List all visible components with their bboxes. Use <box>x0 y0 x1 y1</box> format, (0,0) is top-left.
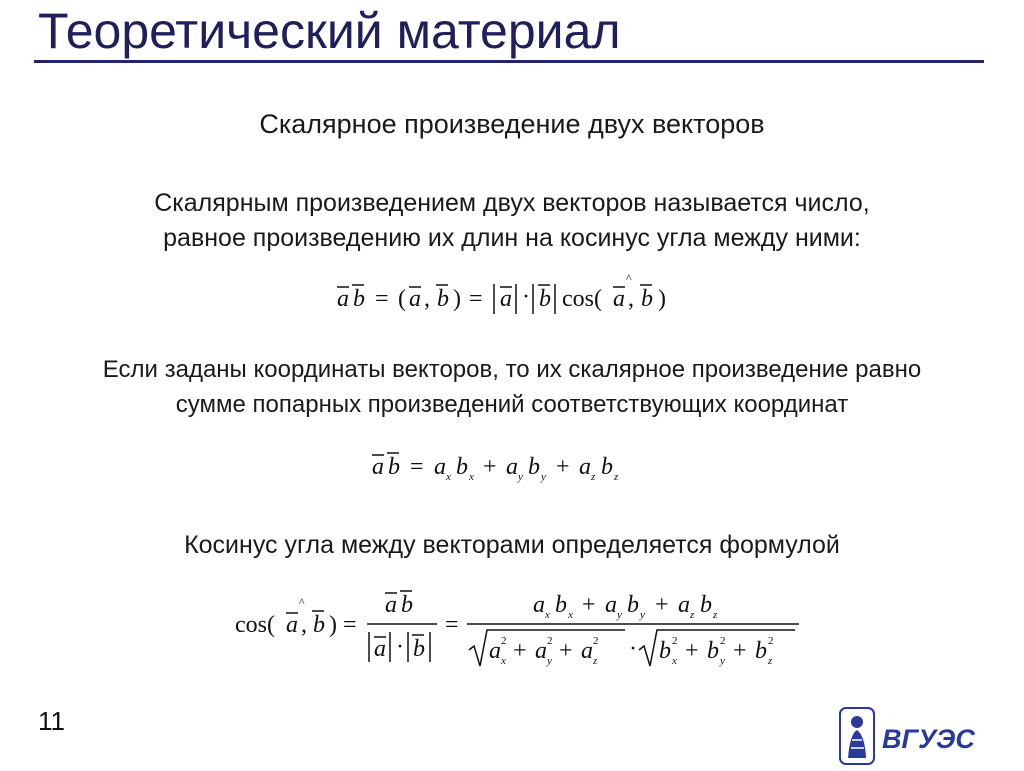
svg-text:x: x <box>469 471 474 483</box>
svg-text:b: b <box>313 612 325 638</box>
svg-text:(: ( <box>398 286 406 312</box>
svg-text:z: z <box>614 471 619 483</box>
svg-text:a: a <box>337 286 349 312</box>
svg-text:a: a <box>434 454 446 480</box>
svg-text:z: z <box>593 655 598 667</box>
svg-text:a: a <box>500 286 512 312</box>
svg-text:=: = <box>445 612 459 638</box>
svg-text:+: + <box>513 638 527 664</box>
svg-text:z: z <box>768 655 773 667</box>
svg-text:2: 2 <box>593 635 599 647</box>
svg-text:a: a <box>372 454 384 480</box>
svg-text:a: a <box>374 636 386 662</box>
svg-text:x: x <box>672 655 677 667</box>
slide-title: Теоретический материал <box>38 3 621 59</box>
svg-text:b: b <box>456 454 468 480</box>
svg-text:+: + <box>556 454 570 480</box>
svg-text:^: ^ <box>626 272 632 285</box>
svg-text:b: b <box>707 638 719 664</box>
svg-text:b: b <box>700 592 712 618</box>
svg-text:+: + <box>559 638 573 664</box>
svg-text:2: 2 <box>672 635 678 647</box>
section-subtitle: Скалярное произведение двух векторов <box>259 109 765 139</box>
svg-text:y: y <box>617 609 622 621</box>
svg-text:=: = <box>410 454 424 480</box>
coordinates-line-1: Если заданы координаты векторов, то их скалярное произведение равно <box>102 356 922 383</box>
svg-text:2: 2 <box>720 635 726 647</box>
svg-text:y: y <box>541 471 546 483</box>
svg-text:+: + <box>582 592 596 618</box>
svg-text:,: , <box>628 286 634 312</box>
svg-text:a: a <box>579 454 591 480</box>
svg-text:b: b <box>528 454 540 480</box>
coordinates-line-2: сумме попарных произведений соответствующих координат <box>175 391 849 418</box>
svg-text:b: b <box>659 638 671 664</box>
svg-text:·: · <box>522 284 530 310</box>
svg-text:^: ^ <box>299 595 305 609</box>
svg-text:a: a <box>385 592 397 618</box>
svg-text:b: b <box>755 638 767 664</box>
formula-dot-product-coordinates <box>370 440 640 490</box>
svg-text:,: , <box>424 286 430 312</box>
formula-cosine-angle <box>233 580 803 675</box>
definition-line-2: равное произведению их длин на косинус угла между ними: <box>163 224 861 252</box>
svg-text:b: b <box>353 286 365 312</box>
svg-text:+: + <box>685 638 699 664</box>
svg-text:+: + <box>655 592 669 618</box>
formula-dot-product-definition <box>335 272 685 322</box>
svg-text:+: + <box>483 454 497 480</box>
svg-text:+: + <box>733 638 747 664</box>
svg-text:,: , <box>301 612 307 638</box>
svg-text:a: a <box>535 638 547 664</box>
svg-text:b: b <box>437 286 449 312</box>
svg-text:y: y <box>547 655 552 667</box>
svg-text:b: b <box>539 286 551 312</box>
svg-text:b: b <box>555 592 567 618</box>
svg-text:b: b <box>627 592 639 618</box>
logo-text: ВГУЭС <box>882 724 975 754</box>
svg-text:a: a <box>409 286 421 312</box>
definition-line-1: Скалярным произведением двух векторов называется число, <box>154 189 870 217</box>
svg-text:z: z <box>591 471 596 483</box>
svg-text:a: a <box>506 454 518 480</box>
svg-text:cos(: cos( <box>235 612 275 638</box>
svg-text:a: a <box>678 592 690 618</box>
svg-text:x: x <box>446 471 451 483</box>
page-number: 11 <box>38 706 65 736</box>
logo-emblem-icon <box>840 708 874 764</box>
svg-text:2: 2 <box>768 635 774 647</box>
svg-text:a: a <box>489 638 501 664</box>
svg-text:y: y <box>640 609 645 621</box>
svg-text:z: z <box>713 609 718 621</box>
svg-text:): ) <box>453 286 461 312</box>
svg-text:z: z <box>690 609 695 621</box>
svg-text:2: 2 <box>501 635 507 647</box>
svg-text:b: b <box>413 636 425 662</box>
svg-text:a: a <box>613 286 625 312</box>
svg-text:x: x <box>501 655 506 667</box>
definition-text <box>0 186 1024 256</box>
title-underline <box>34 60 984 63</box>
svg-text:b: b <box>641 286 653 312</box>
svg-text:a: a <box>286 612 298 638</box>
university-logo <box>838 706 988 766</box>
svg-text:): ) <box>329 612 337 638</box>
svg-text:b: b <box>401 592 413 618</box>
svg-text:·: · <box>629 636 637 662</box>
svg-text:·: · <box>396 634 404 660</box>
cosine-text: Косинус угла между векторами определяется формулой <box>184 531 840 559</box>
svg-text:cos(: cos( <box>562 286 602 312</box>
svg-text:a: a <box>533 592 545 618</box>
svg-text:b: b <box>388 454 400 480</box>
svg-text:x: x <box>568 609 573 621</box>
svg-text:y: y <box>720 655 725 667</box>
svg-text:=: = <box>375 286 389 312</box>
svg-text:=: = <box>469 286 483 312</box>
svg-text:2: 2 <box>547 635 553 647</box>
svg-text:=: = <box>343 612 357 638</box>
svg-text:): ) <box>658 286 666 312</box>
svg-text:a: a <box>581 638 593 664</box>
svg-text:y: y <box>518 471 523 483</box>
svg-text:a: a <box>605 592 617 618</box>
svg-text:x: x <box>545 609 550 621</box>
coordinates-text <box>0 352 1024 422</box>
svg-text:b: b <box>601 454 613 480</box>
